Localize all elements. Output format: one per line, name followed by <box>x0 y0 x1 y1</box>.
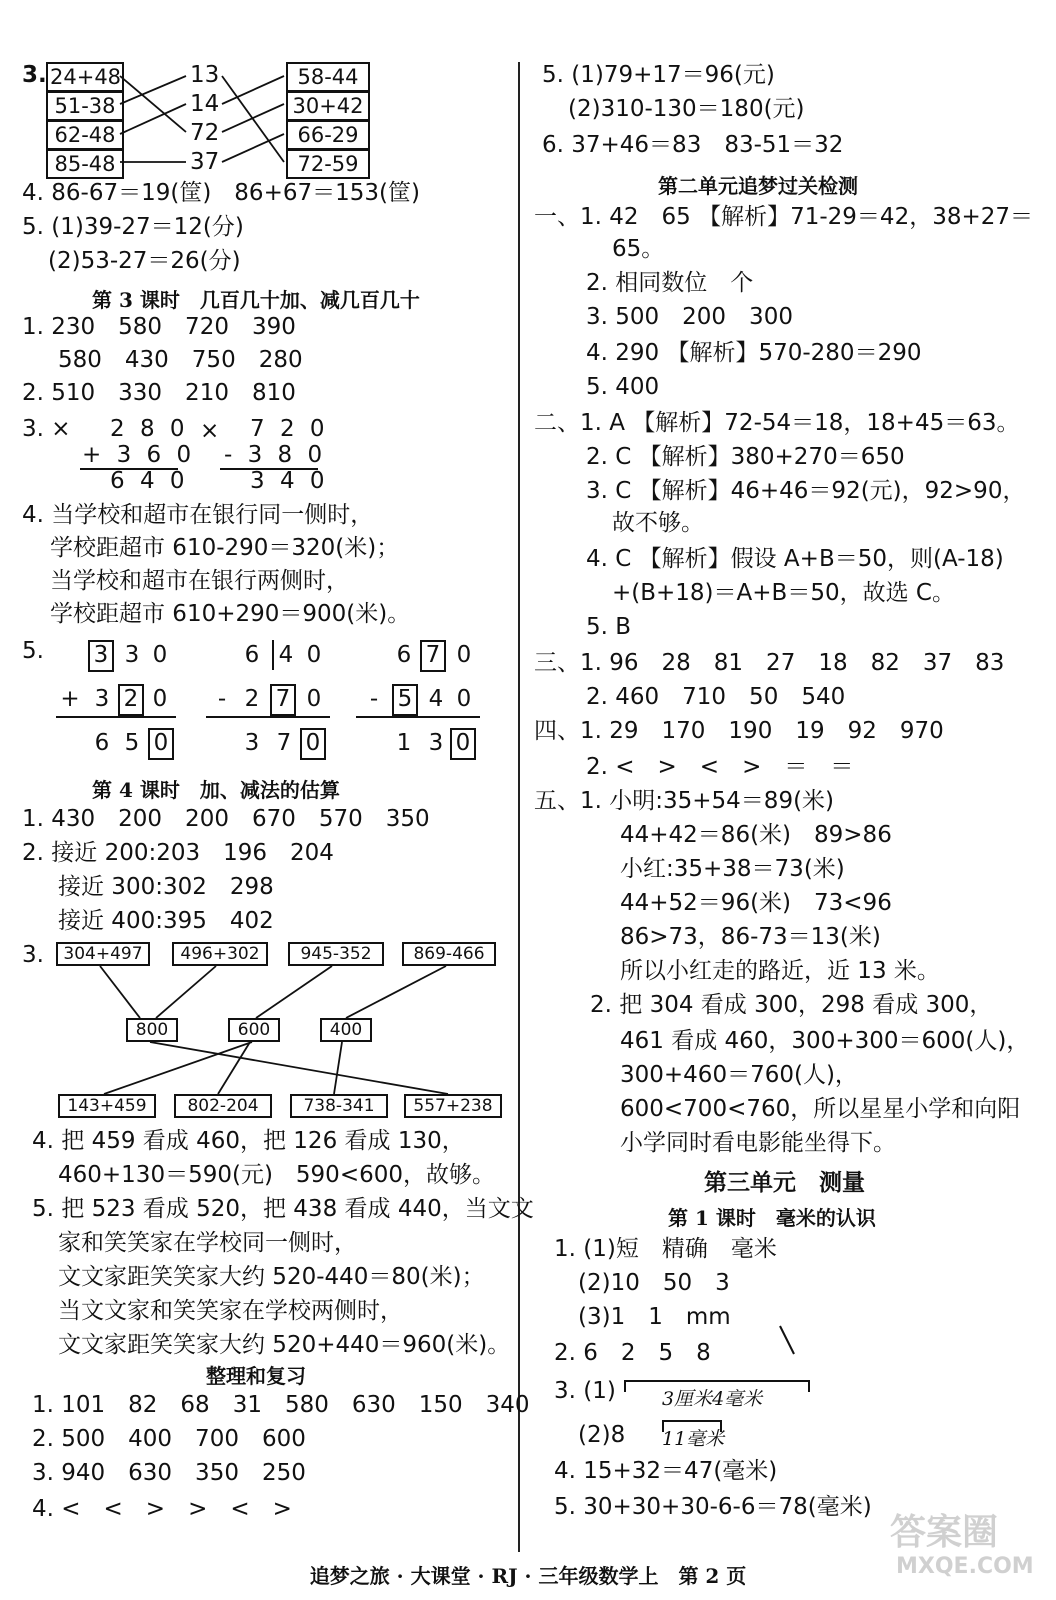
answer-line: 2. 500 400 700 600 <box>32 1426 306 1452</box>
answer-line: 300+460＝760(人)， <box>620 1062 858 1088</box>
answer-line: 44+52＝96(米) 73<96 <box>620 890 892 916</box>
answer-line: 4. 当学校和超市在银行同一侧时， <box>22 502 374 528</box>
answer-line: 2. 相同数位 个 <box>586 270 754 296</box>
answer-line: 小学同时看电影能坐得下。 <box>620 1130 896 1156</box>
answer-line: 5. (1)79+17＝96(元) <box>542 62 775 88</box>
estimate-top-box: 869-466 <box>402 942 496 966</box>
answer-line: 当文文家和笑笑家在学校两侧时， <box>58 1298 403 1324</box>
segment-tick <box>624 1380 626 1392</box>
answer-line: 故不够。 <box>612 510 704 536</box>
estimate-bottom-box: 802-204 <box>174 1094 272 1118</box>
vertical-add-result: 6 4 0 <box>110 468 189 494</box>
answer-line: 学校距超市 610-290＝320(米)； <box>50 535 400 561</box>
answer-line: 学校距超市 610+290＝900(米)。 <box>50 601 411 627</box>
match-left-box: 51-38 <box>46 91 124 121</box>
match-right-box: 58-44 <box>286 62 370 92</box>
vertical-sub-result: 3 4 0 <box>250 468 329 494</box>
digit: 6 <box>396 642 412 668</box>
digit: 0 <box>456 686 472 712</box>
estimate-top-box: 945-352 <box>288 942 384 966</box>
digit: 4 <box>272 640 298 670</box>
section-title: 第 3 课时 几百几十加、减几百几十 <box>92 288 420 312</box>
answer-line: 600<700<760，所以星星小学和向阳 <box>620 1096 1021 1122</box>
answer-line: 小红:35+38＝73(米) <box>620 856 845 882</box>
digit-box: 0 <box>300 728 326 760</box>
match-left-box: 85-48 <box>46 149 124 179</box>
answer-line: 4. < < > > < > <box>32 1496 292 1522</box>
question-label: 3. <box>22 62 47 88</box>
vertical-sub-mid: - 3 8 0 <box>224 442 327 468</box>
answer-line: 4. 290 【解析】570-280＝290 <box>586 340 922 366</box>
answer-line: 四、1. 29 170 190 19 92 970 <box>534 718 944 744</box>
answer-line: 5. 400 <box>586 374 660 400</box>
digit: 3 <box>244 730 260 756</box>
digit: 6 <box>244 642 260 668</box>
drawn-segment <box>624 1380 810 1382</box>
answer-line: 580 430 750 280 <box>58 347 303 373</box>
answer-line: 5. (1)39-27＝12(分) <box>22 214 244 240</box>
estimate-bottom-box: 143+459 <box>58 1094 156 1118</box>
answer-line: (2)53-27＝26(分) <box>48 248 241 274</box>
watermark-url: MXQE.COM <box>896 1554 1034 1579</box>
digit: 3 <box>428 730 444 756</box>
digit: 1 <box>396 730 412 756</box>
answer-line: 2. 510 330 210 810 <box>22 380 296 406</box>
answer-line: 65。 <box>612 236 665 262</box>
digit-box: 7 <box>420 640 446 672</box>
segment-tick <box>808 1380 810 1392</box>
answer-line: (2)10 50 3 <box>578 1270 730 1296</box>
unit-title: 第三单元 测量 <box>704 1169 865 1196</box>
answer-line: 5. B <box>586 614 632 640</box>
answer-line: 44+42＝86(米) 89>86 <box>620 822 892 848</box>
section-title: 第二单元追梦过关检测 <box>658 174 858 198</box>
answer-line: 4. C 【解析】假设 A+B＝50，则(A-18) <box>586 546 1004 572</box>
match-right-box: 66-29 <box>286 120 370 150</box>
answer-line: 1. 101 82 68 31 580 630 150 340 <box>32 1392 530 1418</box>
section-title: 整理和复习 <box>206 1364 306 1388</box>
answer-line: 3. 500 200 300 <box>586 304 793 330</box>
answer-line: 五、1. 小明:35+54＝89(米) <box>534 788 835 814</box>
digit-box: 0 <box>148 728 174 760</box>
digit: 0 <box>306 642 322 668</box>
answer-line: 3. (1) <box>554 1378 616 1404</box>
answer-line: 所以小红走的路近，近 13 米。 <box>620 958 940 984</box>
digit: 6 <box>94 730 110 756</box>
match-mid-value: 37 <box>190 149 220 175</box>
handwritten-length: 3厘米4毫米 <box>662 1388 763 1410</box>
operator: - <box>369 686 379 712</box>
digit: 5 <box>124 730 140 756</box>
vertical-add-top: 2 8 0 <box>110 416 189 442</box>
match-mid-value: 72 <box>190 120 220 146</box>
answer-line: 461 看成 460，300+300＝600(人)， <box>620 1028 1030 1054</box>
answer-line: 2. < > < > ＝ ＝ <box>586 754 854 780</box>
answer-line: 1. 430 200 200 670 570 350 <box>22 806 430 832</box>
answer-line: 4. 86-67＝19(筐) 86+67＝153(筐) <box>22 180 420 206</box>
digit-box: 0 <box>450 728 476 760</box>
drawn-stroke <box>528 0 1056 1380</box>
answer-line: 4. 把 459 看成 460，把 126 看成 130， <box>32 1128 465 1154</box>
handwritten-length: 11毫米 <box>662 1428 725 1450</box>
answer-line: 3. 940 630 350 250 <box>32 1460 306 1486</box>
digit: 4 <box>428 686 444 712</box>
digit-box: 7 <box>270 684 296 716</box>
digit: 0 <box>456 642 472 668</box>
match-mid-value: 13 <box>190 62 220 88</box>
digit: 0 <box>152 642 168 668</box>
estimate-top-box: 496+302 <box>172 942 268 966</box>
section-title: 第 4 课时 加、减法的估算 <box>92 778 340 802</box>
answer-line: (2)310-130＝180(元) <box>568 96 805 122</box>
answer-line: 三、1. 96 28 81 27 18 82 37 83 <box>534 650 1005 676</box>
question-label: 5. <box>22 638 44 664</box>
match-left-box: 24+48 <box>46 62 124 92</box>
answer-line: 2. C 【解析】380+270＝650 <box>586 444 905 470</box>
vertical-sub-top: 7 2 0 <box>250 416 329 442</box>
section-title: 第 1 课时 毫米的认识 <box>668 1206 876 1230</box>
answer-line: 2. 接近 200:203 196 204 <box>22 840 334 866</box>
digit: 3 <box>124 642 140 668</box>
drawn-segment <box>662 1420 722 1422</box>
digit-box: 2 <box>118 684 144 716</box>
digit: 0 <box>306 686 322 712</box>
answer-line: 4. 15+32＝47(毫米) <box>554 1458 778 1484</box>
page-footer: 追梦之旅 · 大课堂 · RJ · 三年级数学上 第 2 页 <box>309 1564 747 1588</box>
answer-line: 1. 230 580 720 390 <box>22 314 296 340</box>
answer-line: 460+130＝590(元) 590<600，故够。 <box>58 1162 495 1188</box>
answer-line: 二、1. A 【解析】72-54＝18，18+45＝63。 <box>534 410 1020 436</box>
estimate-lines <box>0 0 520 1130</box>
match-right-box: 72-59 <box>286 149 370 179</box>
vertical-add-mid: + 3 6 0 <box>82 442 196 468</box>
match-left-box: 62-48 <box>46 120 124 150</box>
estimate-bottom-box: 738-341 <box>290 1094 388 1118</box>
cross-mark: × <box>200 418 220 444</box>
answer-line: 2. 460 710 50 540 <box>586 684 846 710</box>
answer-line: 文文家距笑笑家大约 520+440＝960(米)。 <box>58 1332 511 1358</box>
digit: 3 <box>94 686 110 712</box>
digit-box: 3 <box>88 640 114 672</box>
estimate-mid-box: 800 <box>126 1018 178 1042</box>
answer-line: 3. C 【解析】46+46＝92(元)，92>90， <box>586 478 1026 504</box>
operator: + <box>60 686 80 712</box>
question-label: 3. <box>22 942 44 968</box>
answer-line: (3)1 1 mm <box>578 1304 731 1330</box>
match-mid-value: 14 <box>190 91 220 117</box>
answer-line: 家和笑笑家在学校同一侧时， <box>58 1230 357 1256</box>
answer-line: 2. 6 2 5 8 <box>554 1340 711 1366</box>
answer-line: 当学校和超市在银行两侧时， <box>50 568 349 594</box>
answer-line: 6. 37+46＝83 83-51＝32 <box>542 132 844 158</box>
match-right-box: 30+42 <box>286 91 370 121</box>
answer-line: 接近 400:395 402 <box>58 908 274 934</box>
estimate-mid-box: 400 <box>320 1018 372 1042</box>
operator: - <box>217 686 227 712</box>
answer-line: 接近 300:302 298 <box>58 874 274 900</box>
digit: 2 <box>244 686 260 712</box>
answer-line: (2)8 <box>578 1422 626 1448</box>
answer-line: 5. 把 523 看成 520，把 438 看成 440，当文文 <box>32 1196 534 1222</box>
digit: 7 <box>276 730 292 756</box>
answer-line: 一、1. 42 65 【解析】71-29＝42，38+27＝ <box>534 204 1034 230</box>
digit-box: 5 <box>392 684 418 716</box>
estimate-bottom-box: 557+238 <box>404 1094 502 1118</box>
answer-line: 2. 把 304 看成 300，298 看成 300， <box>590 992 993 1018</box>
answer-line: 86>73，86-73＝13(米) <box>620 924 881 950</box>
question-label: 3. × <box>22 416 71 442</box>
answer-line: 文文家距笑笑家大约 520-440＝80(米)； <box>58 1264 485 1290</box>
answer-line: +(B+18)＝A+B＝50，故选 C。 <box>612 580 955 606</box>
estimate-mid-box: 600 <box>228 1018 280 1042</box>
watermark-text: 答案圈 <box>890 1512 999 1553</box>
answer-line: 1. (1)短 精确 毫米 <box>554 1236 777 1262</box>
estimate-top-box: 304+497 <box>56 942 150 966</box>
answer-line: 5. 30+30+30-6-6＝78(毫米) <box>554 1494 872 1520</box>
digit: 0 <box>152 686 168 712</box>
